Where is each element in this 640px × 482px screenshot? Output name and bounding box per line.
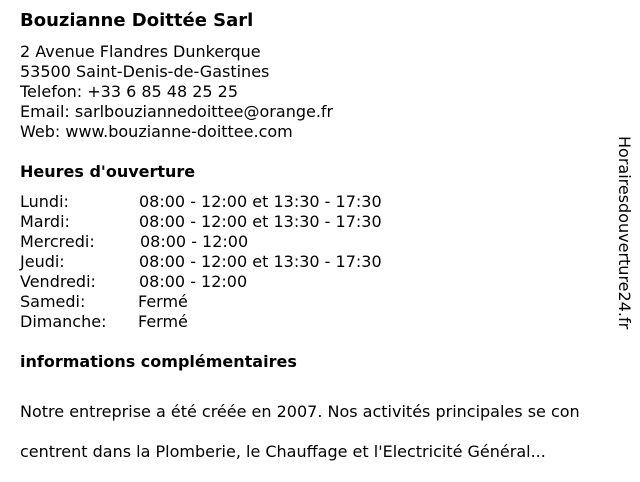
site-watermark: Horairesdouverture24.fr [615, 136, 634, 330]
day-label: Mardi: [20, 212, 70, 231]
day-label: Mercredi: [20, 232, 95, 251]
day-label: Dimanche: [20, 312, 107, 331]
business-card [20, 8, 620, 482]
web-line: Web: www.bouzianne-doittee.com [20, 122, 293, 141]
day-hours: Fermé [138, 292, 188, 311]
day-hours: 08:00 - 12:00 [140, 232, 249, 251]
address-line-2: 53500 Saint-Denis-de-Gastines [20, 62, 270, 81]
info-text [20, 382, 620, 482]
hours-list [20, 192, 620, 332]
address-line-1: 2 Avenue Flandres Dunkerque [20, 42, 261, 61]
info-text-line-2: centrent dans la Plomberie, le Chauffage et l'Electricité Général... [20, 442, 546, 461]
info-title: informations complémentaires [20, 352, 297, 371]
day-hours: 08:00 - 12:00 et 13:30 - 17:30 [139, 252, 382, 271]
hours-row-samedi [20, 292, 620, 312]
hours-row-vendredi [20, 272, 620, 292]
day-hours: Fermé [138, 312, 188, 331]
day-label: Vendredi: [20, 272, 96, 291]
info-text-line-1: Notre entreprise a été créée en 2007. Nos activités principales se con [20, 402, 580, 421]
day-hours: 08:00 - 12:00 et 13:30 - 17:30 [139, 212, 382, 231]
hours-row-jeudi [20, 252, 620, 272]
hours-title: Heures d'ouverture [20, 162, 196, 181]
email-line: Email: sarlbouziannedoittee@orange.fr [20, 102, 334, 121]
hours-row-dimanche [20, 312, 620, 332]
hours-row-lundi [20, 192, 620, 212]
day-label: Lundi: [20, 192, 69, 211]
day-label: Samedi: [20, 292, 86, 311]
hours-row-mercredi [20, 232, 620, 252]
company-name: Bouzianne Doittée Sarl [20, 10, 254, 31]
hours-row-mardi [20, 212, 620, 232]
day-label: Jeudi: [20, 252, 65, 271]
phone-line: Telefon: +33 6 85 48 25 25 [20, 82, 239, 101]
day-hours: 08:00 - 12:00 [139, 272, 248, 291]
day-hours: 08:00 - 12:00 et 13:30 - 17:30 [139, 192, 382, 211]
